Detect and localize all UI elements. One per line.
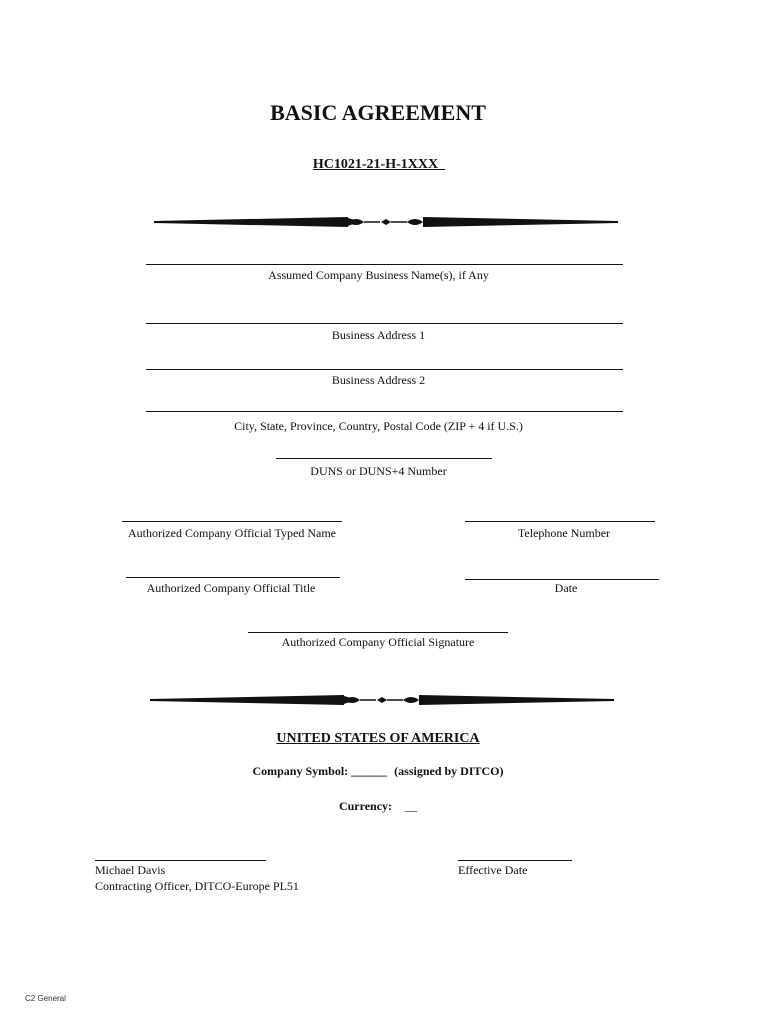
company-symbol-row: [0, 764, 756, 779]
usa-heading: UNITED STATES OF AMERICA: [276, 731, 480, 746]
currency-value[interactable]: __: [405, 799, 418, 813]
city-line[interactable]: [146, 411, 623, 412]
classification-label: C2 General: [25, 994, 66, 1003]
company-symbol-value[interactable]: ______: [351, 764, 388, 778]
signature-label: Authorized Company Official Signature: [281, 635, 475, 649]
officer-name: Michael Davis: [95, 863, 166, 877]
page-title: BASIC AGREEMENT: [270, 100, 486, 125]
official-title-line[interactable]: [126, 577, 340, 578]
officer-block: [95, 862, 299, 894]
address2-label: Business Address 2: [331, 373, 426, 387]
telephone-line[interactable]: [465, 521, 655, 522]
date-label: Date: [554, 581, 578, 595]
signature-line[interactable]: [248, 632, 508, 633]
business-name-label: Assumed Company Business Name(s), if Any: [268, 268, 489, 282]
official-name-label: Authorized Company Official Typed Name: [128, 526, 336, 540]
officer-title: Contracting Officer, DITCO-Europe PL51: [95, 879, 299, 893]
officer-signature-line[interactable]: [95, 860, 266, 861]
company-symbol-label: Company Symbol:: [252, 764, 349, 778]
business-name-line[interactable]: [146, 264, 623, 265]
agreement-number: HC1021-21-H-1XXX: [312, 157, 446, 172]
duns-line[interactable]: [276, 458, 492, 459]
effective-date-line[interactable]: [458, 860, 572, 861]
company-symbol-note: (assigned by DITCO): [394, 764, 504, 778]
decorative-divider-bottom: [146, 690, 616, 710]
address1-label: Business Address 1: [331, 328, 426, 342]
effective-date-label: Effective Date: [458, 863, 528, 877]
decorative-divider-top: [150, 212, 620, 232]
address1-line[interactable]: [146, 323, 623, 324]
official-title-label: Authorized Company Official Title: [146, 581, 316, 595]
city-label: City, State, Province, Country, Postal Code (ZIP + 4 if U.S.): [234, 419, 523, 433]
duns-label: DUNS or DUNS+4 Number: [310, 464, 447, 478]
currency-row: [0, 799, 756, 814]
currency-label: Currency:: [338, 799, 393, 813]
official-name-line[interactable]: [122, 521, 342, 522]
telephone-label: Telephone Number: [517, 526, 611, 540]
address2-line[interactable]: [146, 369, 623, 370]
date-line[interactable]: [465, 579, 659, 580]
